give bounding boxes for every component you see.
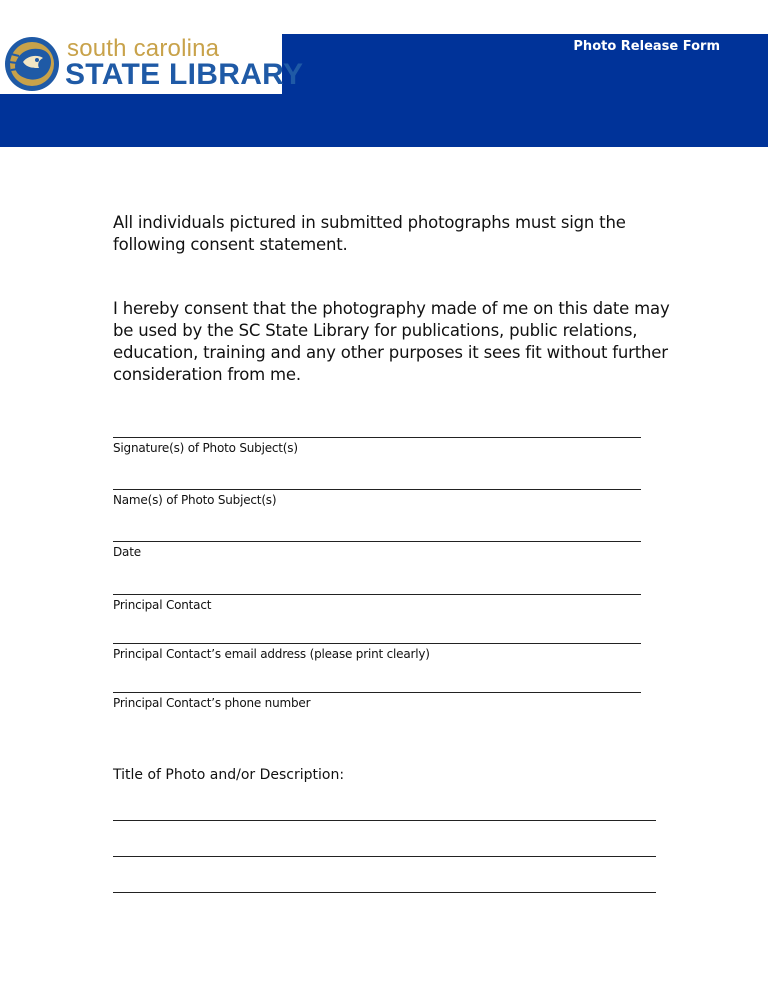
phone-line[interactable]	[113, 692, 641, 693]
signature-label: Signature(s) of Photo Subject(s)	[113, 441, 298, 455]
description-label: Title of Photo and/or Description:	[113, 767, 345, 783]
principal-contact-line[interactable]	[113, 594, 641, 595]
description-line[interactable]	[113, 820, 656, 821]
phone-label: Principal Contact’s phone number	[113, 696, 311, 710]
intro-text: All individuals pictured in submitted photographs must sign the following consent statement.	[113, 213, 626, 254]
name-line[interactable]	[113, 489, 641, 490]
name-label: Name(s) of Photo Subject(s)	[113, 493, 277, 507]
form-title: Photo Release Form	[573, 39, 720, 54]
phone-field[interactable]	[113, 692, 641, 711]
signature-line[interactable]	[113, 437, 641, 438]
description-line[interactable]	[113, 892, 656, 893]
signature-field[interactable]	[113, 437, 641, 456]
principal-contact-label: Principal Contact	[113, 598, 212, 612]
email-line[interactable]	[113, 643, 641, 644]
description-line[interactable]	[113, 856, 656, 857]
consent-statement: I hereby consent that the photography made of me on this date may be used by the SC State Library for publications, public relations, education, training and any other purposes it sees fit without further consideration from me.	[113, 299, 670, 384]
logo-text-state: south carolina	[67, 35, 220, 62]
date-label: Date	[113, 545, 141, 559]
lion-emblem-icon	[3, 36, 61, 92]
email-label: Principal Contact’s email address (please print clearly)	[113, 647, 430, 661]
logo-text-library: STATE LIBRARY	[65, 58, 304, 91]
date-line[interactable]	[113, 541, 641, 542]
principal-contact-field[interactable]	[113, 594, 641, 613]
email-field[interactable]	[113, 643, 641, 662]
date-field[interactable]	[113, 541, 641, 560]
name-field[interactable]	[113, 489, 641, 508]
